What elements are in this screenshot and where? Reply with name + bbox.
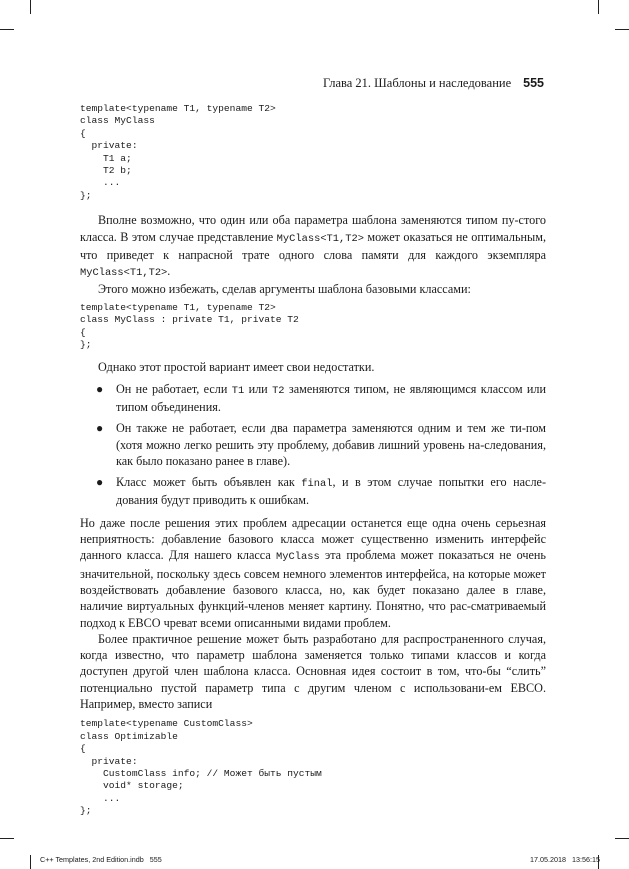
running-header bbox=[80, 76, 544, 94]
crop-mark-bottom-left-v bbox=[30, 855, 31, 869]
crop-mark-bottom-right-h bbox=[615, 838, 629, 839]
paragraph-empty-class: Вполне возможно, что один или оба параметра шаблона заменяются типом пу-стого класса. В этом случае представление MyClass<T1,T2> может оказаться не оптимальным, что приведет к напрасной трате одного слова памяти для каждого экземпляра MyClass<T1,T2>. bbox=[80, 213, 546, 280]
crop-mark-top-left-h bbox=[0, 29, 14, 30]
paragraph-interface-problem: Но даже после решения этих проблем адресации останется еще одна очень серьезная неприятность: добавление базового класса может существенно изменить интерфейс данного класса. Для нашего класса MyClass эта проблема может показаться не очень значительной, поскольку здесь совсем немного элементов интерфейса, на которые может воздействовать добавление базового класса, но, как будет показано далее в главе, наличие виртуальных функций-членов меняет картину. Понятно, что рас-сматриваемый подход к EBCO чреват всеми описанными видами проблем. bbox=[80, 515, 546, 630]
page-number: 555 bbox=[523, 76, 544, 90]
crop-mark-top-right-h bbox=[615, 29, 629, 30]
paragraph-base-classes: Этого можно избежать, сделав аргументы шаблона базовыми классами: bbox=[98, 282, 471, 297]
code-block-myclass-bases: template<typename T1, typename T2> class MyClass : private T1, private T2 { }; bbox=[80, 301, 299, 350]
paragraph-practical-solution: Более практичное решение может быть разработано для распространенного случая, когда известно, что параметр шаблона заменяется только типами классов и когда доступен другой член шаблона класса. Основная идея состоит в том, что-бы “слить” потенциально пустой параметр типа с другим членом с использовани-ем EBCO. Например, вместо записи bbox=[80, 631, 546, 711]
running-title: Глава 21. Шаблоны и наследование bbox=[322, 76, 512, 90]
inline-code: MyClass<T1,T2> bbox=[276, 232, 364, 245]
footer-timestamp: 17.05.2018 13:56:15 bbox=[530, 855, 600, 864]
crop-mark-top-right-v bbox=[598, 0, 599, 14]
crop-mark-top-left-v bbox=[30, 0, 31, 14]
list-item: ● Он также не работает, если два параметра заменяются одним и тем же ти-пом (хотя можно легко решить эту проблему, добавив лишний уровень на-следования, как было показано ранее в главе). bbox=[96, 421, 546, 468]
code-block-optimizable: template<typename CustomClass> class Optimizable { private: CustomClass info; // Может быть пустым void* storage; ... }; bbox=[80, 718, 322, 817]
page-body bbox=[80, 103, 546, 818]
footer-file-info: C++ Templates, 2nd Edition.indb 555 bbox=[40, 855, 162, 864]
drawbacks-list bbox=[80, 381, 546, 509]
list-item: ● Класс может быть объявлен как final, и в этом случае попытки его насле-дования будут приводить к ошибкам. bbox=[96, 475, 546, 508]
list-item: ● Он не работает, если T1 или T2 заменяются типом, не являющимся классом или типом объединения. bbox=[96, 381, 546, 414]
code-block-myclass: template<typename T1, typename T2> class MyClass { private: T1 a; T2 b; ... }; bbox=[80, 103, 276, 201]
crop-mark-bottom-left-h bbox=[0, 838, 14, 839]
print-footer bbox=[40, 855, 600, 867]
inline-code: MyClass<T1,T2> bbox=[80, 267, 168, 280]
paragraph-drawbacks: Однако этот простой вариант имеет свои недостатки. bbox=[98, 360, 375, 375]
